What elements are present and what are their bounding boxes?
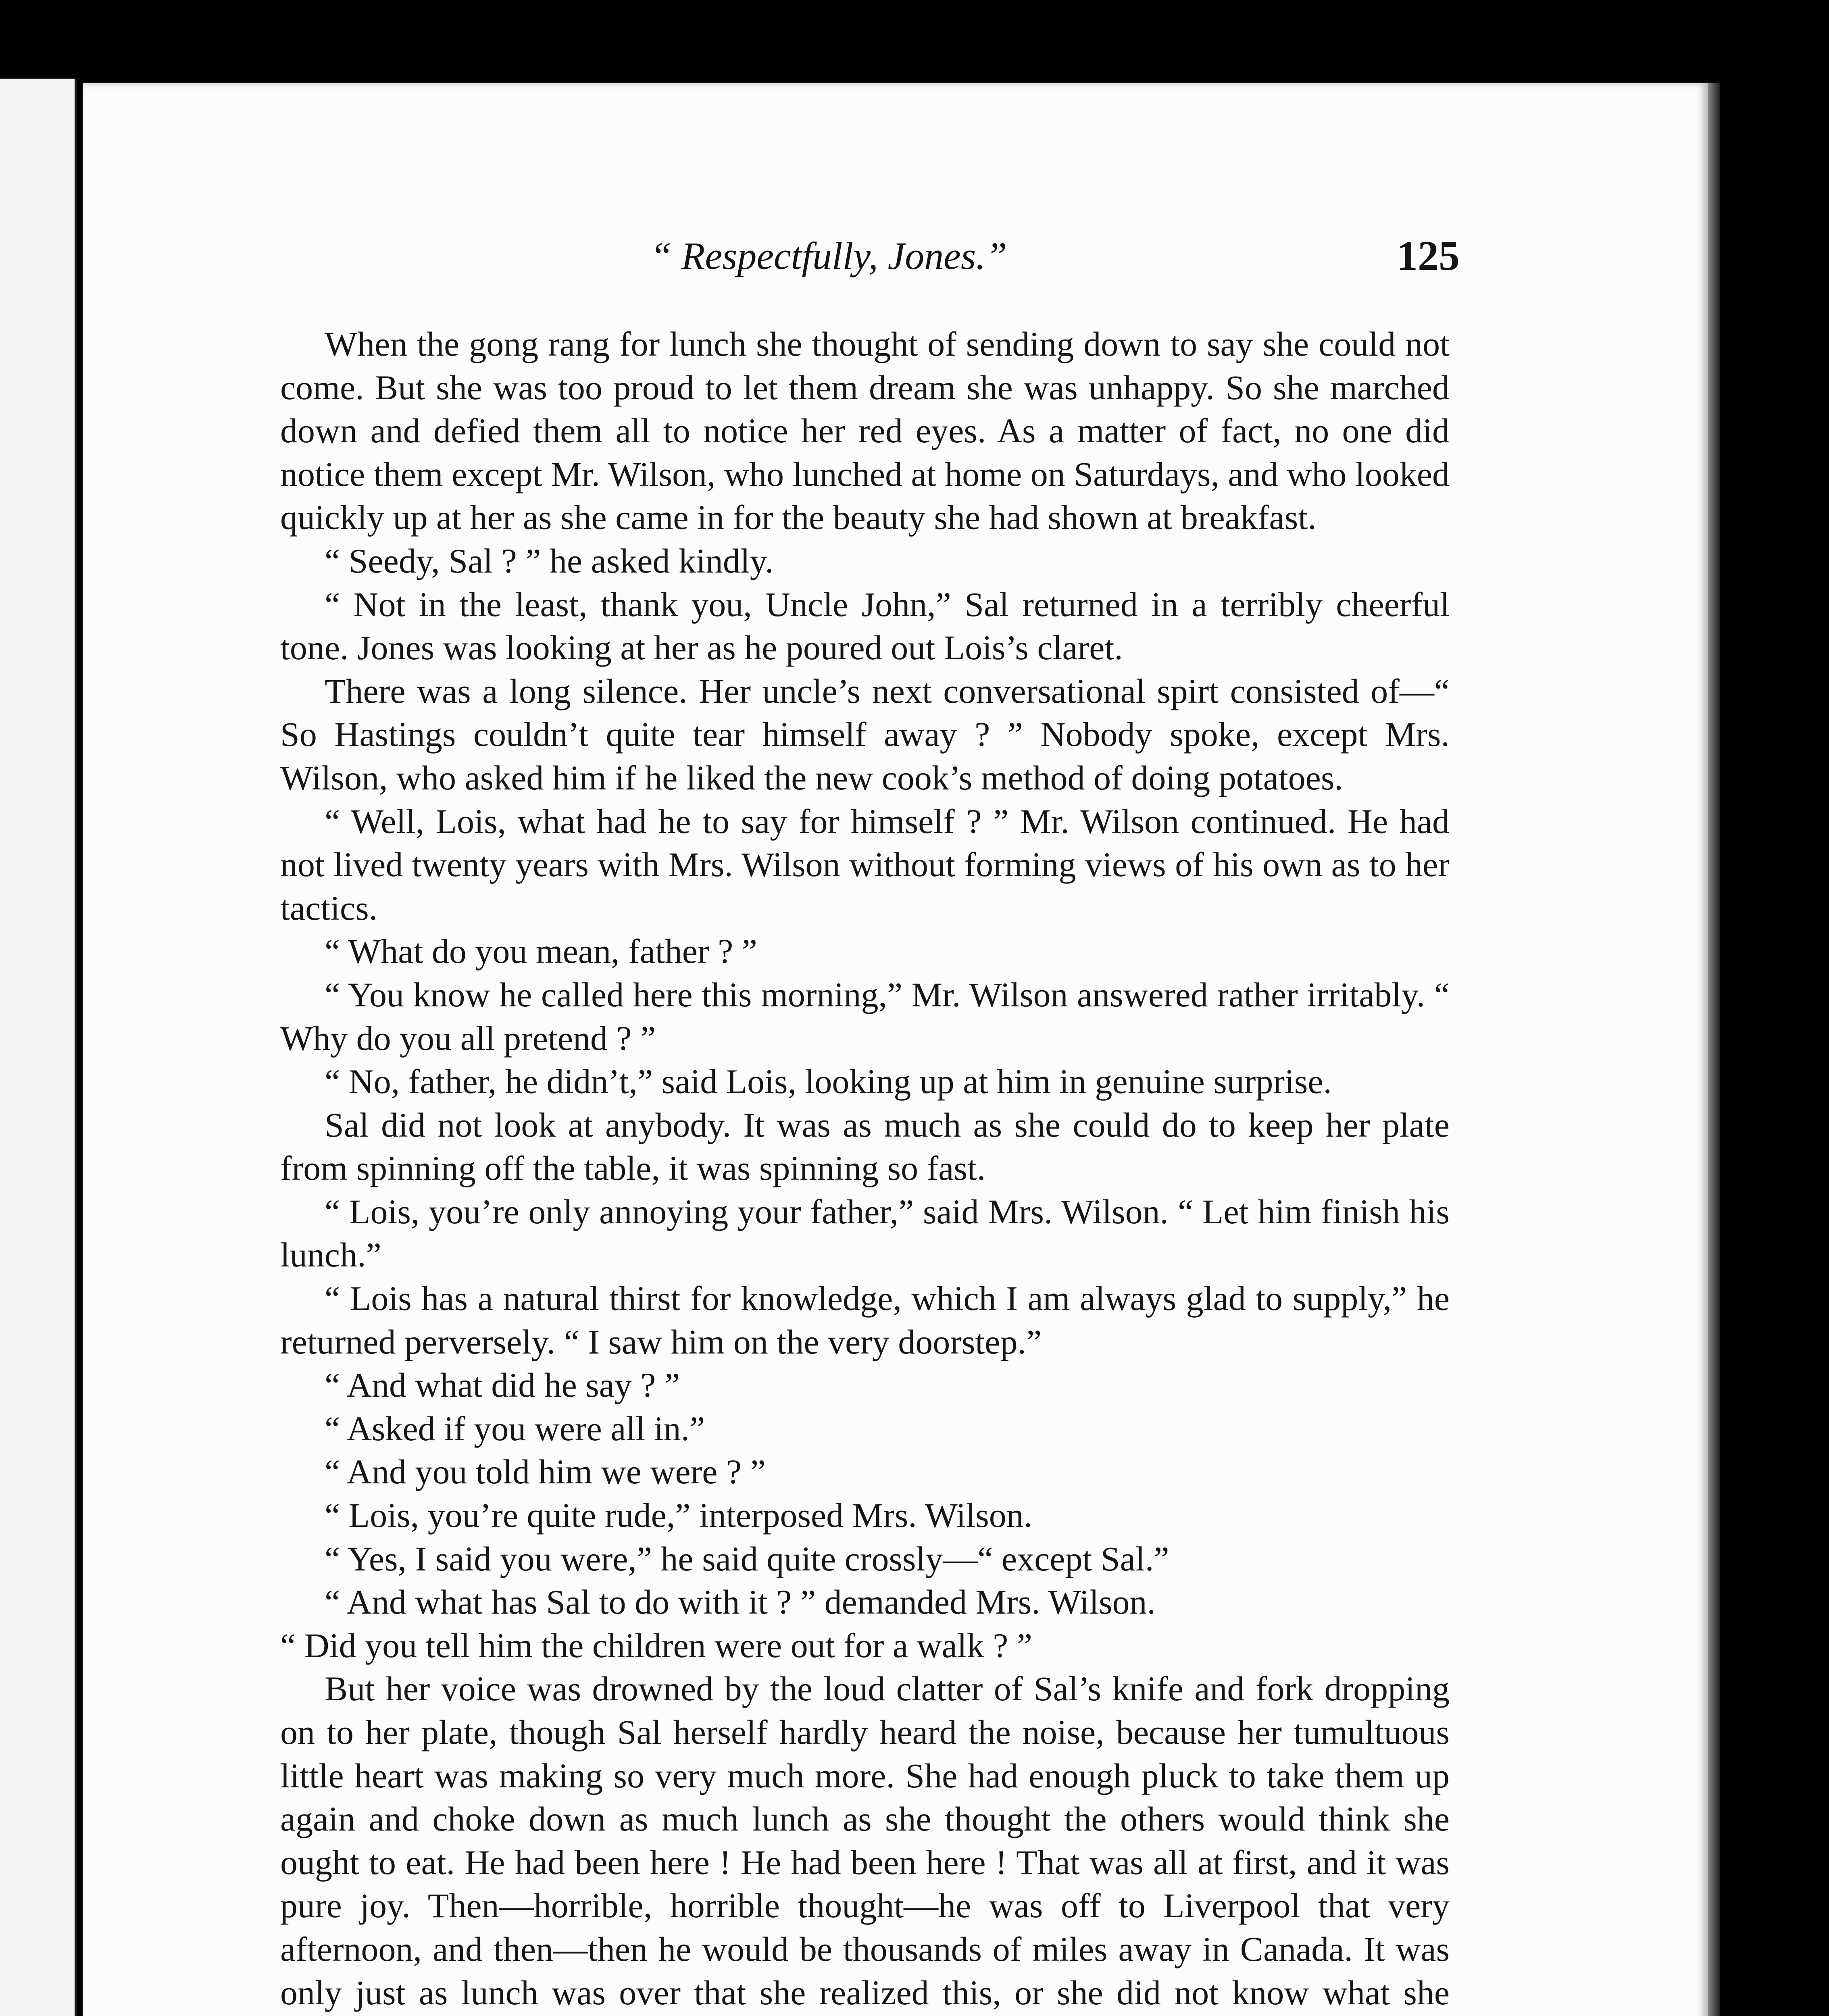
paragraph: “ Not in the least, thank you, Uncle John,” Sal returned in a terribly cheerful tone. Jones was looking at her as he poured out Lois’s claret. [280,585,1450,667]
paragraph: There was a long silence. Her uncle’s next conversational spirt consisted of—“ So Hastings couldn’t quite tear himself away ? ” Nobody spoke, except Mrs. Wilson, who asked him if he liked the new cook’s method of doing potatoes. [280,671,1450,797]
paragraph: “ And you told him we were ? ” [325,1452,766,1491]
paragraph: But her voice was drowned by the loud clatter of Sal’s knife and fork dropping on to her plate, though Sal herself hardly heard the noise, because her tumultuous little heart was making so very much more. She had enough pluck to take them up again and choke down as much lunch as she thought the others would think she ought to eat. He had been here ! He had been here ! That was all at first, and it was pure joy. Then—horrible, horrible thought—he was off to Liverpool that very afternoon, and then—then he would be thousands of miles away in Canada. It was only just as lunch was over that she realized this, or she did not know what she [280,1669,1450,2012]
page-gutter-shadow [1708,83,1720,2016]
paragraph: “ Well, Lois, what had he to say for himself ? ” Mr. Wilson continued. He had not lived twenty years with Mrs. Wilson without forming views of his own as to her tactics. [280,802,1450,927]
paragraph: “ Asked if you were all in.” [325,1409,705,1448]
paragraph: When the gong rang for lunch she thought of sending down to say she could not come. But she was too proud to let them dream she was unhappy. So she marched down and defied them all to notice her red eyes. As a matter of fact, no one did notice them except Mr. Wilson, who lunched at home on Saturdays, and who looked quickly up at her as she came in for the beauty she had shown at breakfast. [280,325,1450,537]
previous-page-edge [0,79,77,2016]
paragraph: “ Yes, I said you were,” he said quite crossly—“ except Sal.” [325,1539,1169,1578]
paragraph: “ Lois, you’re only annoying your father,” said Mrs. Wilson. “ Let him finish his lunch.” [280,1192,1450,1275]
running-head [198,230,1460,282]
paragraph: “ And what did he say ? ” [325,1366,680,1405]
page-number: 125 [1397,233,1460,279]
paragraph: “ Lois has a natural thirst for knowledge, which I am always glad to supply,” he returned perversely. “ I saw him on the very doorstep.” [280,1279,1450,1361]
paragraph: “ Seedy, Sal ? ” he asked kindly. [325,541,774,580]
paragraph: “ What do you mean, father ? ” [325,932,757,971]
paragraph: “ Lois, you’re quite rude,” interposed Mrs. Wilson. [325,1496,1033,1535]
paragraph: “ No, father, he didn’t,” said Lois, looking up at him in genuine surprise. [325,1062,1332,1101]
body-text [280,323,1450,2016]
paragraph: Sal did not look at anybody. It was as much as she could do to keep her plate from spinning off the table, it was spinning so fast. [280,1105,1450,1188]
paragraph: “ And what has Sal to do with it ? ” demanded Mrs. Wilson. [325,1583,1156,1622]
paragraph: “ Did you tell him the children were out for a walk ? ” [280,1626,1033,1665]
paragraph: “ You know he called here this morning,” Mr. Wilson answered rather irritably. “ Why do you all pretend ? ” [280,975,1450,1058]
running-title: “ Respectfully, Jones.” [650,234,1007,277]
